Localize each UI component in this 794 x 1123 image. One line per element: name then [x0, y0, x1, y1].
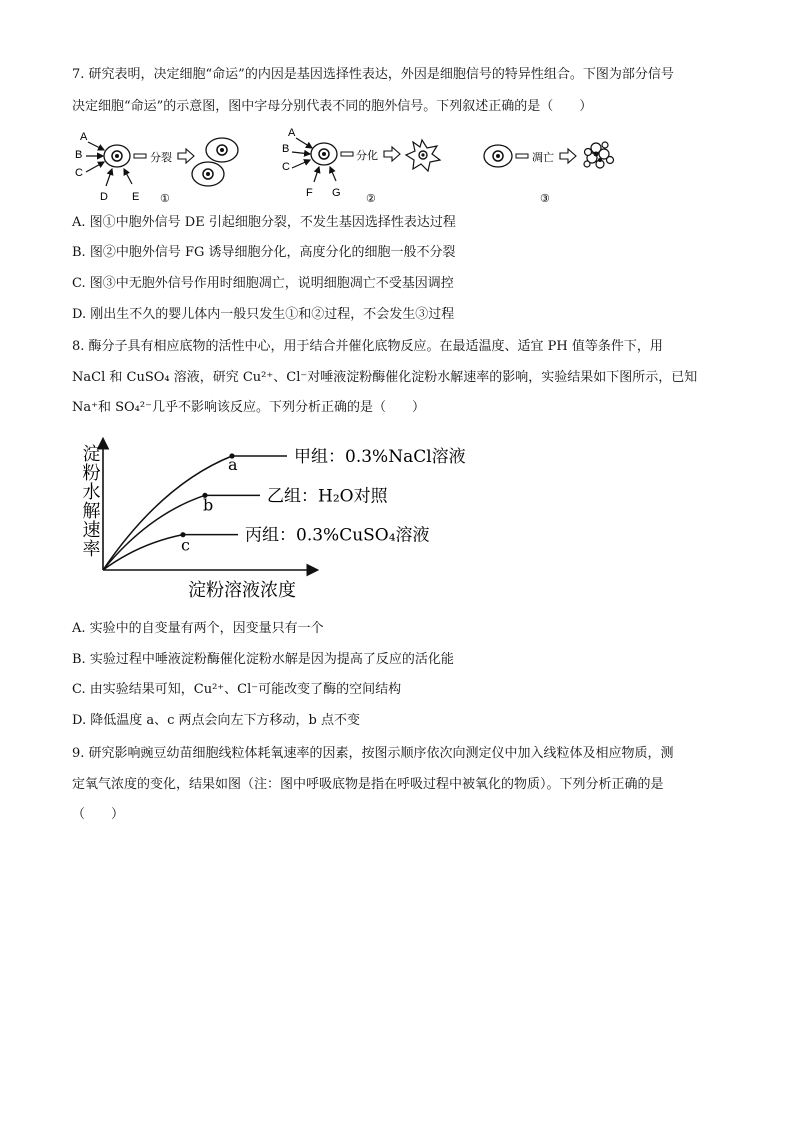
q7-stem-line2: 决定细胞“命运”的示意图，图中字母分别代表不同的胞外信号。下列叙述正确的是（ ）	[72, 99, 593, 114]
q7-panel-apoptosis	[484, 142, 614, 205]
q8-option-b[interactable]: B. 实验过程中唾液淀粉酶催化淀粉水解是因为提高了反应的活化能	[72, 652, 454, 667]
y-axis-label: 淀粉水解速率	[79, 444, 101, 558]
q7-panel-division	[75, 131, 238, 205]
series-label-2: 乙组：H₂O对照	[267, 486, 388, 507]
q8-option-c[interactable]: C. 由实验结果可知，Cu²⁺、Cl⁻可能改变了酶的空间结构	[72, 682, 402, 697]
signal-c: C	[75, 167, 83, 179]
series-label-3: 丙组：0.3%CuSO₄溶液	[245, 525, 430, 546]
q8-stem-line1: 8. 酶分子具有相应底物的活性中心，用于结合并催化底物反应。在最适温度、适宜 PH 值等条件下，用	[72, 339, 663, 354]
panel-number-2: ②	[366, 192, 376, 205]
series-line-3	[103, 535, 238, 570]
q8-option-a[interactable]: A. 实验中的自变量有两个，因变量只有一个	[72, 621, 324, 636]
q8-stem-line2: NaCl 和 CuSO₄ 溶液，研究 Cu²⁺、Cl⁻对唾液淀粉酶催化淀粉水解速率的影响，实验结果如下图所示，已知	[72, 370, 698, 385]
process-division-label: 分裂	[150, 151, 172, 164]
signal-b: B	[75, 149, 83, 161]
signal-b: B	[282, 143, 290, 155]
signal-c: C	[282, 161, 290, 173]
q7-panel-differentiation	[282, 127, 440, 205]
q8-option-d[interactable]: D. 降低温度 a、c 两点会向左下方移动，b 点不变	[72, 713, 360, 728]
q7-option-c[interactable]: C. 图③中无胞外信号作用时细胞凋亡，说明细胞凋亡不受基因调控	[72, 276, 454, 291]
q7-option-a[interactable]: A. 图①中胞外信号 DE 引起细胞分裂，不发生基因选择性表达过程	[72, 215, 456, 230]
q9-stem-line1: 9. 研究影响豌豆幼苗细胞线粒体耗氧速率的因素，按图示顺序依次向测定仪中加入线粒体及相应物质，测	[72, 746, 674, 761]
process-differentiation-label: 分化	[356, 149, 378, 162]
q8-stem-line3: Na⁺和 SO₄²⁻几乎不影响该反应。下列分析正确的是（ ）	[72, 400, 425, 415]
q7-figure	[70, 124, 630, 208]
signal-f: F	[306, 187, 313, 199]
q7-option-b[interactable]: B. 图②中胞外信号 FG 诱导细胞分化，高度分化的细胞一般不分裂	[72, 245, 456, 260]
point-label-a: a	[228, 455, 238, 474]
signal-g: G	[332, 187, 341, 199]
signal-e: E	[132, 191, 140, 203]
panel-number-3: ③	[540, 192, 550, 205]
signal-d: D	[100, 191, 108, 203]
q7-option-d[interactable]: D. 刚出生不久的婴儿体内一般只发生①和②过程，不会发生③过程	[72, 307, 455, 322]
process-apoptosis-label: 凋亡	[532, 151, 554, 164]
q8-chart	[70, 434, 510, 610]
point-label-c: c	[181, 535, 190, 555]
point-label-b: b	[203, 495, 214, 515]
q9-stem-line3: （ ）	[72, 807, 125, 822]
q9-stem-line2: 定氧气浓度的变化，结果如图（注：图中呼吸底物是指在呼吸过程中被氧化的物质）。下列分析正确的是	[72, 777, 664, 792]
signal-a: A	[80, 131, 88, 143]
series-label-1: 甲组：0.3%NaCl溶液	[294, 447, 466, 467]
x-axis-label: 淀粉溶液浓度	[188, 580, 296, 601]
panel-number-1: ①	[160, 192, 170, 205]
q7-stem-line1: 7. 研究表明，决定细胞“命运”的内因是基因选择性表达，外因是细胞信号的特异性组合。下图为部分信号	[72, 67, 674, 82]
signal-a: A	[288, 127, 296, 139]
